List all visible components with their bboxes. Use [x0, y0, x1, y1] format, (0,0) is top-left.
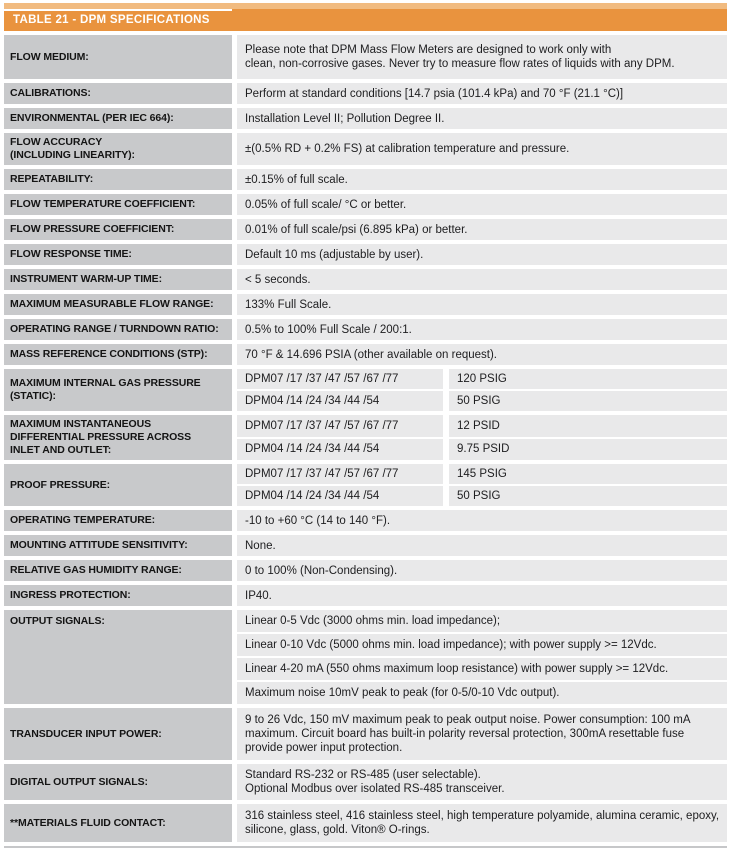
- spec-row-repeatability: [4, 169, 727, 190]
- spec-row-flow-response-time: [4, 244, 727, 265]
- spec-rows: [4, 35, 727, 842]
- spec-value-repeatability: [237, 169, 727, 190]
- value-line: < 5 seconds.: [245, 273, 311, 286]
- spec-label-maximum-internal-gas-pressure: [4, 369, 232, 411]
- spec-value-environmental: [237, 108, 727, 129]
- spec-label-operating-temperature: [4, 510, 232, 531]
- spec-value-instrument-warm-up-time: [237, 269, 727, 290]
- spec-label-mass-reference-conditions: [4, 344, 232, 365]
- model-cell: DPM07 /17 /37 /47 /57 /67 /77: [237, 464, 443, 484]
- spec-row-mounting-attitude-sensitivity: [4, 535, 727, 556]
- label-line: **MATERIALS FLUID CONTACT:: [10, 816, 166, 829]
- label-line: OUTPUT SIGNALS:: [10, 615, 105, 627]
- value-cell-3: Maximum noise 10mV peak to peak (for 0-5/0-10 Vdc output).: [237, 682, 727, 704]
- spec-label-flow-response-time: [4, 244, 232, 265]
- label-line: MAXIMUM MEASURABLE FLOW RANGE:: [10, 298, 214, 310]
- label-line: (STATIC):: [10, 390, 56, 402]
- spec-value-flow-accuracy: [237, 133, 727, 165]
- label-line: DIFFERENTIAL PRESSURE ACROSS: [10, 431, 191, 443]
- spec-row-flow-pressure-coefficient: [4, 219, 727, 240]
- spec-label-maximum-measurable-flow-range: [4, 294, 232, 315]
- spec-row-environmental: [4, 108, 727, 129]
- label-line: MAXIMUM INSTANTANEOUS: [10, 418, 152, 430]
- spec-subrows-maximum-internal-gas-pressure: [237, 369, 727, 411]
- pressure-value-cell: 120 PSIG: [449, 369, 727, 389]
- spec-row-flow-accuracy: [4, 133, 727, 165]
- pressure-value-cell: 12 PSID: [449, 415, 727, 437]
- label-line: FLOW ACCURACY: [10, 136, 103, 148]
- value-line: ±0.15% of full scale.: [245, 173, 348, 186]
- value-line: Default 10 ms (adjustable by user).: [245, 248, 424, 261]
- value-line: 70 °F & 14.696 PSIA (other available on request).: [245, 348, 498, 361]
- value-line: Installation Level II; Pollution Degree II.: [245, 112, 445, 125]
- value-line: 0.5% to 100% Full Scale / 200:1.: [245, 323, 412, 336]
- spec-subrow-maximum-internal-gas-pressure-1: [237, 391, 727, 411]
- spec-label-mounting-attitude-sensitivity: [4, 535, 232, 556]
- spec-subrow-maximum-instantaneous-differential-pressure-1: [237, 439, 727, 461]
- label-line: DIGITAL OUTPUT SIGNALS:: [10, 775, 148, 788]
- spec-subrow-maximum-instantaneous-differential-pressure-0: [237, 415, 727, 437]
- value-line: 0.05% of full scale/ °C or better.: [245, 198, 407, 211]
- model-cell: DPM07 /17 /37 /47 /57 /67 /77: [237, 415, 443, 437]
- spec-subrow-proof-pressure-1: [237, 486, 727, 506]
- spec-value-calibrations: [237, 83, 727, 104]
- spec-label-operating-range-turndown-ratio: [4, 319, 232, 340]
- value-line: ±(0.5% RD + 0.2% FS) at calibration temperature and pressure.: [245, 143, 570, 155]
- value-line: 0.01% of full scale/psi (6.895 kPa) or better.: [245, 223, 468, 236]
- spec-row-relative-gas-humidity-range: [4, 560, 727, 581]
- spec-row-materials-fluid-contact: [4, 804, 727, 842]
- spec-row-operating-temperature: [4, 510, 727, 531]
- spec-value-operating-temperature: [237, 510, 727, 531]
- spec-subrows-maximum-instantaneous-differential-pressure: [237, 415, 727, 460]
- spec-row-maximum-measurable-flow-range: [4, 294, 727, 315]
- value-line: 0 to 100% (Non-Condensing).: [245, 564, 398, 577]
- label-line: FLOW PRESSURE COEFFICIENT:: [10, 223, 175, 235]
- label-line: INLET AND OUTLET:: [10, 444, 112, 456]
- spec-value-relative-gas-humidity-range: [237, 560, 727, 581]
- spec-row-flow-temperature-coefficient: [4, 194, 727, 215]
- spec-label-ingress-protection: [4, 585, 232, 606]
- label-line: MAXIMUM INTERNAL GAS PRESSURE: [10, 377, 201, 389]
- value-line: 133% Full Scale.: [245, 298, 332, 311]
- header-bar: [4, 9, 727, 31]
- value-cell-0: Linear 0-5 Vdc (3000 ohms min. load impedance);: [237, 610, 727, 632]
- spec-subrows-proof-pressure: [237, 464, 727, 506]
- spec-label-calibrations: [4, 83, 232, 104]
- label-line: ENVIRONMENTAL (PER IEC 664):: [10, 112, 174, 124]
- spec-row-proof-pressure: [4, 464, 727, 506]
- label-line: CALIBRATIONS:: [10, 87, 91, 99]
- label-line: TRANSDUCER INPUT POWER:: [10, 727, 162, 740]
- label-line: RELATIVE GAS HUMIDITY RANGE:: [10, 564, 182, 576]
- spec-label-repeatability: [4, 169, 232, 190]
- spec-label-instrument-warm-up-time: [4, 269, 232, 290]
- spec-row-instrument-warm-up-time: [4, 269, 727, 290]
- spec-row-maximum-internal-gas-pressure: [4, 369, 727, 411]
- label-line: PROOF PRESSURE:: [10, 478, 111, 491]
- spec-label-output-signals: [4, 610, 232, 704]
- spec-value-maximum-measurable-flow-range: [237, 294, 727, 315]
- spec-row-transducer-input-power: [4, 708, 727, 760]
- label-line: REPEATABILITY:: [10, 173, 94, 185]
- value-line: -10 to +60 °C (14 to 140 °F).: [245, 514, 391, 527]
- label-line: FLOW MEDIUM:: [10, 50, 89, 63]
- model-cell: DPM04 /14 /24 /34 /44 /54: [237, 391, 443, 411]
- value-line: 316 stainless steel, 416 stainless steel, high temperature polyamide, alumina ceramic, epoxy, silicone, glass, gold. Viton® O-rings.: [245, 810, 720, 836]
- spec-value-flow-medium: [237, 35, 727, 79]
- spec-value-flow-response-time: [237, 244, 727, 265]
- value-line: 9 to 26 Vdc, 150 mV maximum peak to peak output noise. Power consumption: 100 mA maximum. Circuit board has built-in polarity reversal protection, 300mA resettable fuse provide power input protection.: [245, 714, 690, 754]
- value-line: Perform at standard conditions [14.7 psia (101.4 kPa) and 70 °F (21.1 °C)]: [245, 87, 624, 100]
- header-notch: [4, 9, 232, 11]
- spec-value-ingress-protection: [237, 585, 727, 606]
- label-line: OPERATING RANGE / TURNDOWN RATIO:: [10, 323, 219, 335]
- spec-value-digital-output-signals: [237, 764, 727, 800]
- spec-label-transducer-input-power: [4, 708, 232, 760]
- spec-row-flow-medium: [4, 35, 727, 79]
- value-cell-1: Linear 0-10 Vdc (5000 ohms min. load impedance); with power supply >= 12Vdc.: [237, 634, 727, 656]
- spec-row-output-signals: [4, 610, 727, 704]
- spec-row-mass-reference-conditions: [4, 344, 727, 365]
- value-line: IP40.: [245, 589, 272, 602]
- spec-label-flow-pressure-coefficient: [4, 219, 232, 240]
- spec-row-calibrations: [4, 83, 727, 104]
- model-cell: DPM04 /14 /24 /34 /44 /54: [237, 486, 443, 506]
- table-title: TABLE 21 - DPM SPECIFICATIONS: [13, 14, 210, 26]
- spec-label-flow-accuracy: [4, 133, 232, 165]
- model-cell: DPM07 /17 /37 /47 /57 /67 /77: [237, 369, 443, 389]
- spec-value-flow-pressure-coefficient: [237, 219, 727, 240]
- label-line: INGRESS PROTECTION:: [10, 589, 131, 601]
- pressure-value-cell: 9.75 PSID: [449, 439, 727, 461]
- spec-values-output-signals: [237, 610, 727, 704]
- spec-subrow-maximum-internal-gas-pressure-0: [237, 369, 727, 389]
- label-line: MOUNTING ATTITUDE SENSITIVITY:: [10, 539, 188, 551]
- spec-label-environmental: [4, 108, 232, 129]
- model-cell: DPM04 /14 /24 /34 /44 /54: [237, 439, 443, 461]
- spec-row-digital-output-signals: [4, 764, 727, 800]
- spec-value-materials-fluid-contact: [237, 804, 727, 842]
- value-cell-2: Linear 4-20 mA (550 ohms maximum loop resistance) with power supply >= 12Vdc.: [237, 658, 727, 680]
- spec-label-flow-medium: [4, 35, 232, 79]
- value-line: Standard RS-232 or RS-485 (user selectable).: [245, 769, 481, 781]
- spec-row-operating-range-turndown-ratio: [4, 319, 727, 340]
- value-line: Please note that DPM Mass Flow Meters are designed to work only with: [245, 44, 612, 56]
- spec-row-ingress-protection: [4, 585, 727, 606]
- pressure-value-cell: 50 PSIG: [449, 391, 727, 411]
- label-line: FLOW TEMPERATURE COEFFICIENT:: [10, 198, 196, 210]
- spec-value-mounting-attitude-sensitivity: [237, 535, 727, 556]
- spec-label-materials-fluid-contact: [4, 804, 232, 842]
- label-line: (INCLUDING LINEARITY):: [10, 149, 135, 161]
- label-line: OPERATING TEMPERATURE:: [10, 514, 155, 526]
- pressure-value-cell: 50 PSIG: [449, 486, 727, 506]
- value-line: Optional Modbus over isolated RS-485 transceiver.: [245, 783, 505, 795]
- spec-label-digital-output-signals: [4, 764, 232, 800]
- label-line: MASS REFERENCE CONDITIONS (STP):: [10, 348, 208, 360]
- spec-row-maximum-instantaneous-differential-pressure: [4, 415, 727, 460]
- spec-value-operating-range-turndown-ratio: [237, 319, 727, 340]
- spec-subrow-proof-pressure-0: [237, 464, 727, 484]
- spec-label-proof-pressure: [4, 464, 232, 506]
- spec-value-mass-reference-conditions: [237, 344, 727, 365]
- label-line: FLOW RESPONSE TIME:: [10, 248, 132, 260]
- value-line: None.: [245, 539, 276, 552]
- spec-label-maximum-instantaneous-differential-pressure: [4, 415, 232, 460]
- value-line: clean, non-corrosive gases. Never try to measure flow rates of liquids with any DPM.: [245, 58, 675, 70]
- spec-label-relative-gas-humidity-range: [4, 560, 232, 581]
- table-header: [4, 3, 727, 31]
- spec-value-flow-temperature-coefficient: [237, 194, 727, 215]
- pressure-value-cell: 145 PSIG: [449, 464, 727, 484]
- spec-value-transducer-input-power: [237, 708, 727, 760]
- spec-label-flow-temperature-coefficient: [4, 194, 232, 215]
- label-line: INSTRUMENT WARM-UP TIME:: [10, 273, 162, 285]
